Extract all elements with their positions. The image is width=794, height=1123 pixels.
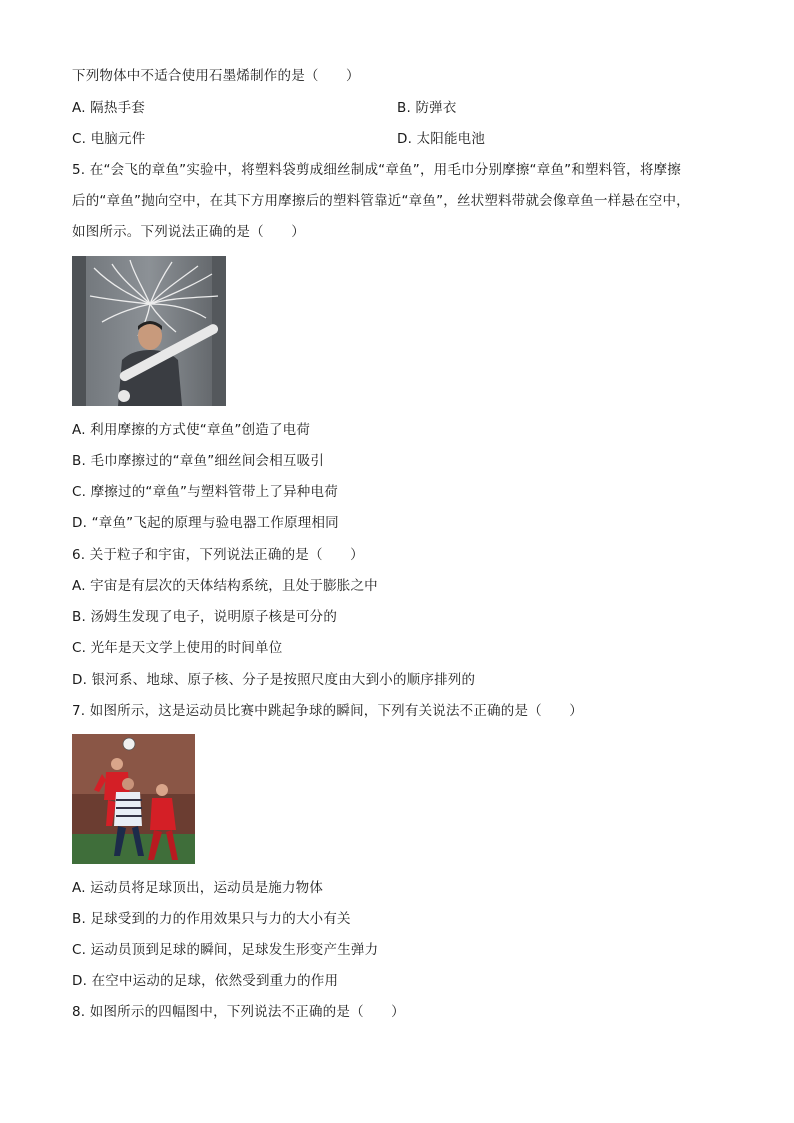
q4-stem: 下列物体中不适合使用石墨烯制作的是（ ） (72, 68, 360, 84)
q5-stem-line2: 后的“章鱼”抛向空中，在其下方用摩擦后的塑料管靠近“章鱼”，丝状塑料带就会像章鱼一样悬在空中， (72, 193, 690, 209)
q7-option-d: D. 在空中运动的足球，依然受到重力的作用 (72, 973, 339, 989)
q6-option-a: A. 宇宙是有层次的天体结构系统，且处于膨胀之中 (72, 578, 378, 594)
q6-option-d: D. 银河系、地球、原子核、分子是按照尺度由大到小的顺序排列的 (72, 672, 476, 688)
soccer-header-photo (72, 734, 195, 864)
q4-option-a: A. 隔热手套 (72, 100, 145, 116)
q7-option-a: A. 运动员将足球顶出，运动员是施力物体 (72, 880, 324, 896)
q5-option-a: A. 利用摩擦的方式使“章鱼”创造了电荷 (72, 422, 311, 438)
q4-option-b: B. 防弹衣 (397, 100, 457, 116)
q7-stem: 7. 如图所示，这是运动员比赛中跳起争球的瞬间，下列有关说法不正确的是（ ） (72, 703, 583, 719)
q4-option-d: D. 太阳能电池 (397, 131, 486, 147)
q5-option-c: C. 摩擦过的“章鱼”与塑料管带上了异种电荷 (72, 484, 338, 500)
q5-stem-line1: 5. 在“会飞的章鱼”实验中，将塑料袋剪成细丝制成“章鱼”，用毛巾分别摩擦“章鱼”和塑料管，将摩擦 (72, 162, 681, 178)
q5-option-b: B. 毛巾摩擦过的“章鱼”细丝间会相互吸引 (72, 453, 325, 469)
q8-stem: 8. 如图所示的四幅图中，下列说法不正确的是（ ） (72, 1004, 405, 1020)
q6-stem: 6. 关于粒子和宇宙，下列说法正确的是（ ） (72, 547, 364, 563)
q7-option-b: B. 足球受到的力的作用效果只与力的大小有关 (72, 911, 351, 927)
q5-option-d: D. “章鱼”飞起的原理与验电器工作原理相同 (72, 515, 339, 531)
q7-option-c: C. 运动员顶到足球的瞬间，足球发生形变产生弹力 (72, 942, 379, 958)
q5-stem-line3: 如图所示。下列说法正确的是（ ） (72, 224, 305, 240)
octopus-experiment-photo (72, 256, 226, 406)
q4-option-c: C. 电脑元件 (72, 131, 146, 147)
q6-option-c: C. 光年是天文学上使用的时间单位 (72, 640, 283, 656)
q6-option-b: B. 汤姆生发现了电子，说明原子核是可分的 (72, 609, 338, 625)
